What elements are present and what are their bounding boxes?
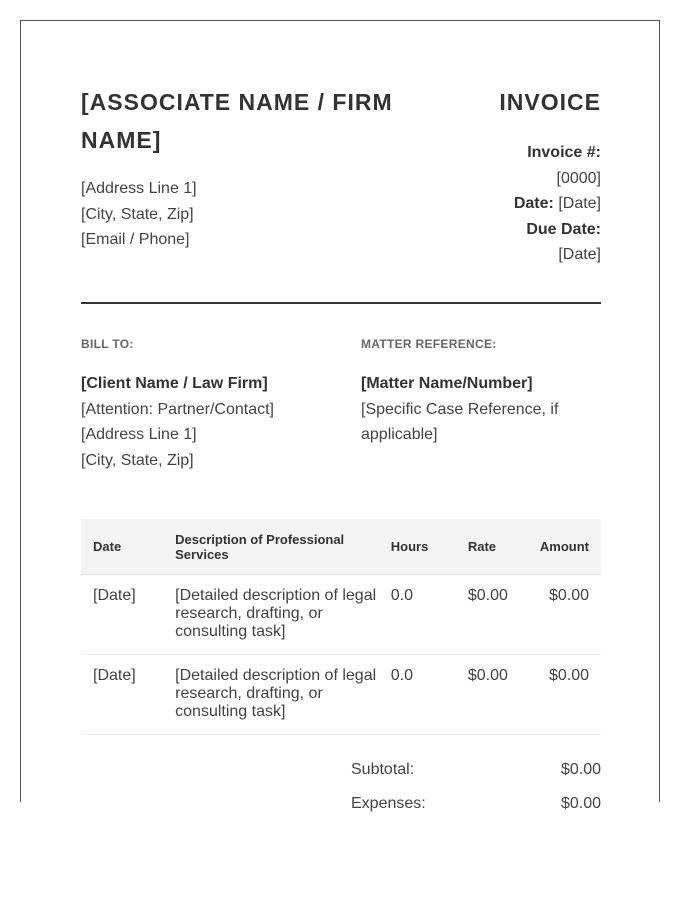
client-city-state-zip: [City, State, Zip] [81,451,194,469]
client-address-line1: [Address Line 1] [81,426,197,443]
row-date: [Date] [81,655,175,735]
matter-reference-label: MATTER REFERENCE: [361,337,497,351]
expenses-value: $0.00 [560,795,601,812]
header-date: Date [81,519,175,575]
expenses-label: Expenses: [351,795,426,812]
firm-address-line1: [Address Line 1] [81,180,197,197]
header-divider [81,302,601,304]
subtotal-row [351,761,601,781]
table-header-row [81,519,601,575]
due-date-label: Due Date: [526,220,601,238]
header-hours: Hours [383,519,460,575]
firm-name: [ASSOCIATE NAME / FIRM NAME] [81,89,393,153]
due-date-value: [Date] [558,246,601,263]
bill-to-label: BILL TO: [81,337,134,351]
invoice-page [20,20,660,812]
matter-case-reference: [Specific Case Reference, if applicable] [361,400,559,443]
subtotal-label: Subtotal: [351,761,415,778]
row-hours: 0.0 [383,575,460,655]
matter-block [361,371,581,448]
invoice-number-value: [0000] [556,169,601,187]
table-row [81,655,601,735]
invoice-title: INVOICE [499,89,601,115]
row-hours: 0.0 [383,655,460,735]
services-table [81,519,601,735]
row-amount: $0.00 [528,655,601,735]
invoice-number-label: Invoice #: [527,144,601,161]
invoice-meta [421,140,601,268]
expenses-row [351,795,601,815]
table-row [81,575,601,655]
invoice-date-value: [Date] [558,195,601,212]
header-amount: Amount [528,519,601,575]
subtotal-value: $0.00 [560,761,601,778]
header-description: Description of Professional Services [175,519,383,575]
client-attention: [Attention: Partner/Contact] [81,400,274,418]
matter-name: [Matter Name/Number] [361,375,533,392]
invoice-date-label: Date: [513,195,554,212]
header-rate: Rate [460,519,528,575]
row-rate: $0.00 [460,575,528,655]
row-description: [Detailed description of legal research, drafting, or consulting task] [175,575,383,655]
row-amount: $0.00 [528,575,601,655]
row-date: [Date] [81,575,175,655]
row-description: [Detailed description of legal research, drafting, or consulting task] [175,655,383,735]
firm-email-phone: [Email / Phone] [81,231,190,248]
row-rate: $0.00 [460,655,528,735]
firm-address [81,176,197,253]
bill-to-block [81,371,331,473]
firm-city-state-zip: [City, State, Zip] [81,205,194,223]
client-name: [Client Name / Law Firm] [81,375,268,392]
